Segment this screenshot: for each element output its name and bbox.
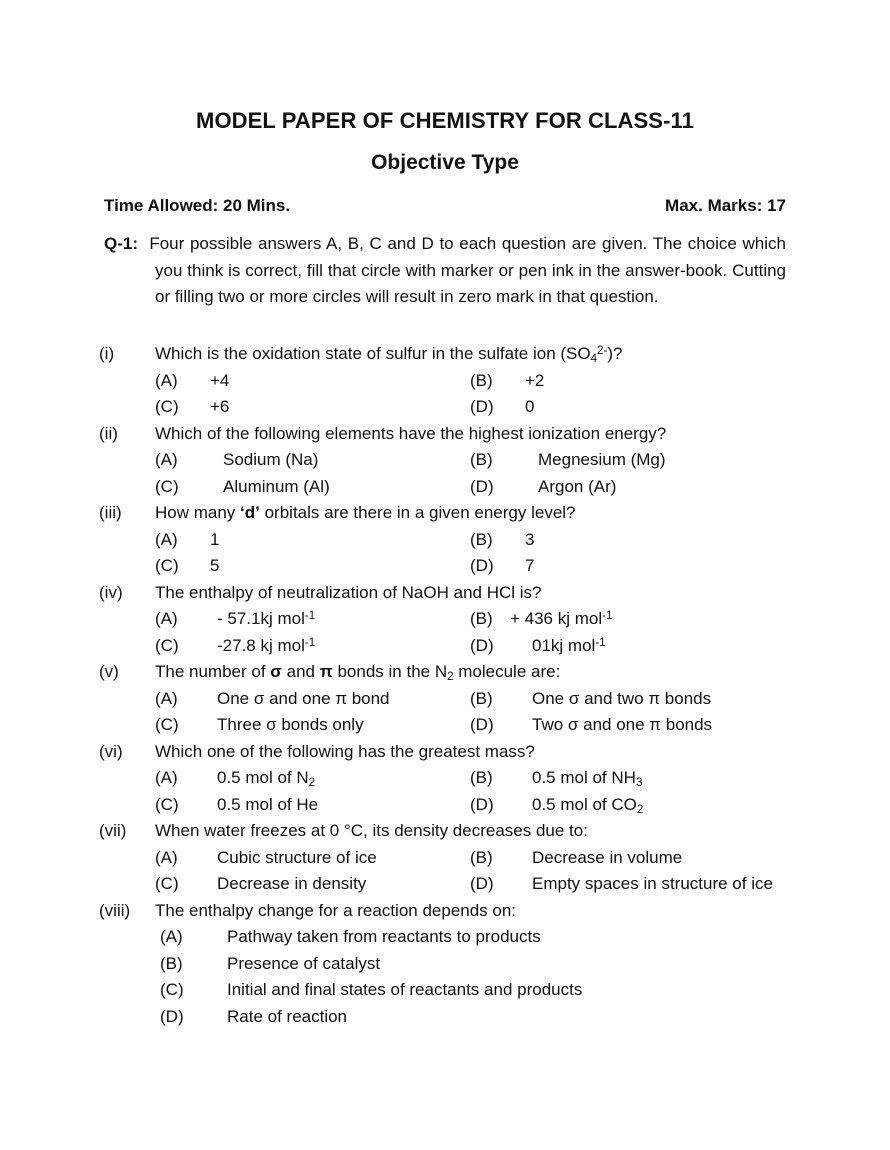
option-text: 0.5 mol of $NH_3$ [532, 768, 643, 789]
option-label: (B) [470, 370, 493, 390]
option-label: (C) [155, 635, 179, 655]
exam-meta-row [104, 196, 786, 216]
page-subtitle: Objective Type [371, 151, 519, 174]
option-text: Two σ and one π bonds [532, 715, 713, 734]
option-text: 0.5 mol of $N_2$ [217, 768, 316, 789]
option-text: +4 [210, 370, 230, 390]
option-label: (D) [470, 476, 494, 496]
question-number: (v) [99, 662, 119, 681]
option-label: (B) [160, 953, 183, 973]
option-label: (A) [155, 768, 178, 787]
questions-list [0, 341, 890, 1030]
option-row [0, 553, 890, 580]
question-iii [0, 500, 890, 580]
option-label: (C) [160, 980, 184, 999]
option-label: (C) [155, 476, 179, 496]
time-allowed: Time Allowed: 20 Mins. [104, 196, 291, 215]
question-vii [0, 818, 890, 898]
question-number: (ii) [99, 423, 118, 443]
question-iv [0, 580, 890, 660]
option-text: Presence of catalyst [227, 953, 381, 973]
option-text: 0.5 mol of $CO_2$ [532, 794, 644, 816]
option-label: (A) [155, 370, 178, 390]
option-label: (A) [155, 847, 178, 867]
option-label: (B) [470, 529, 493, 549]
option-label: (D) [470, 715, 494, 734]
question-text: The enthalpy change for a reaction depends on: [155, 900, 517, 920]
question-ii [0, 421, 890, 501]
option-text: Initial and final states of reactants and products [227, 980, 583, 999]
option-row [0, 633, 890, 660]
option-text: Rate of reaction [227, 1006, 348, 1026]
option-row [0, 951, 890, 978]
option-text: One σ and two π bonds [532, 688, 712, 708]
option-text: Decrease in volume [532, 847, 683, 867]
option-text: One σ and one π bond [217, 688, 390, 708]
question-stem [0, 659, 890, 686]
question-stem [0, 580, 890, 607]
question-number: (i) [99, 344, 115, 363]
instruction-block [104, 231, 786, 311]
option-row [0, 845, 890, 872]
option-label: (C) [155, 397, 179, 416]
option-text: + 436 kj mol$^{-1}$ [510, 609, 613, 628]
question-number: (iii) [99, 503, 122, 522]
option-row [0, 765, 890, 792]
question-number: (iv) [99, 582, 123, 602]
option-text: Sodium (Na) [223, 450, 319, 469]
page-title: MODEL PAPER OF CHEMISTRY FOR CLASS-11 [196, 108, 694, 133]
option-label: (A) [155, 609, 178, 628]
option-text: 01kj mol$^{-1}$ [532, 635, 606, 655]
option-row [0, 394, 890, 421]
option-label: (B) [470, 688, 493, 708]
option-text: 3 [525, 529, 535, 549]
option-text: 1 [210, 529, 220, 549]
option-row [0, 712, 890, 739]
question-text: How many ‘d’ orbitals are there in a given energy level? [155, 503, 576, 522]
option-label: (D) [160, 1006, 184, 1026]
option-label: (A) [160, 927, 183, 946]
instruction-spacer [138, 234, 149, 253]
option-row [0, 447, 890, 474]
question-text: The number of σ and π bonds in the $N_2$ molecule are: [155, 662, 561, 683]
question-number: (viii) [99, 900, 131, 920]
option-row [0, 1004, 890, 1031]
option-text: Empty spaces in structure of ice [532, 874, 773, 893]
option-text: Argon (Ar) [538, 476, 617, 496]
option-text: Aluminum (Al) [223, 476, 330, 496]
option-label: (D) [470, 556, 494, 575]
question-stem [0, 739, 890, 766]
question-stem [0, 818, 890, 845]
option-row [0, 368, 890, 395]
option-label: (A) [155, 529, 178, 549]
option-label: (D) [470, 794, 494, 814]
option-text: Pathway taken from reactants to products [227, 927, 541, 946]
option-row [0, 924, 890, 951]
option-label: (D) [470, 874, 494, 893]
option-text: 5 [210, 556, 220, 575]
question-text: When water freezes at 0 °C, its density decreases due to: [155, 821, 588, 840]
option-label: (B) [470, 609, 493, 628]
option-text: +6 [210, 397, 230, 416]
option-row [0, 792, 890, 819]
instruction-text: Four possible answers A, B, C and D to each question are given. The choice which you think is correct, fill that circle with marker or pen ink in the answer-book. Cutting or filling two or more circles will result in zero mark in that question. [149, 234, 786, 306]
option-label: (D) [470, 635, 494, 655]
option-text: - 57.1kj mol$^{-1}$ [217, 609, 316, 628]
option-text: Three σ bonds only [217, 715, 364, 734]
option-text: +2 [525, 370, 545, 390]
question-text: The enthalpy of neutralization of NaOH and HCl is? [155, 582, 542, 602]
question-viii [0, 898, 890, 1031]
option-label: (C) [155, 794, 179, 814]
question-stem [0, 500, 890, 527]
instruction-label: Q-1: [104, 234, 138, 253]
option-text: Cubic structure of ice [217, 847, 377, 867]
option-row [0, 527, 890, 554]
option-text: 0.5 mol of He [217, 794, 319, 814]
option-label: (A) [155, 450, 178, 469]
option-label: (B) [470, 450, 493, 469]
option-text: Megnesium (Mg) [538, 450, 666, 469]
option-row [0, 871, 890, 898]
option-row [0, 606, 890, 633]
question-text: Which of the following elements have the highest ionization energy? [155, 423, 667, 443]
question-stem [0, 898, 890, 925]
option-label: (C) [155, 715, 179, 734]
question-v [0, 659, 890, 739]
option-label: (B) [470, 847, 493, 867]
question-stem [0, 421, 890, 448]
question-text: Which is the oxidation state of sulfur in the sulfate ion $(SO_4^{2-})$? [155, 344, 623, 365]
option-label: (C) [155, 874, 179, 893]
option-text: 7 [525, 556, 535, 575]
option-label: (C) [155, 556, 179, 575]
option-label: (B) [470, 768, 493, 787]
option-row [0, 474, 890, 501]
option-label: (A) [155, 688, 178, 708]
question-text: Which one of the following has the greatest mass? [155, 741, 535, 761]
question-number: (vii) [99, 821, 127, 840]
option-row [0, 977, 890, 1004]
question-stem [0, 341, 890, 368]
option-text: Decrease in density [217, 874, 367, 893]
question-number: (vi) [99, 741, 123, 761]
question-i [0, 341, 890, 421]
option-text: 0 [525, 397, 535, 416]
option-label: (D) [470, 397, 494, 416]
max-marks: Max. Marks: 17 [665, 196, 786, 215]
question-vi [0, 739, 890, 819]
option-text: -27.8 kj mol$^{-1}$ [217, 635, 316, 655]
option-row [0, 686, 890, 713]
